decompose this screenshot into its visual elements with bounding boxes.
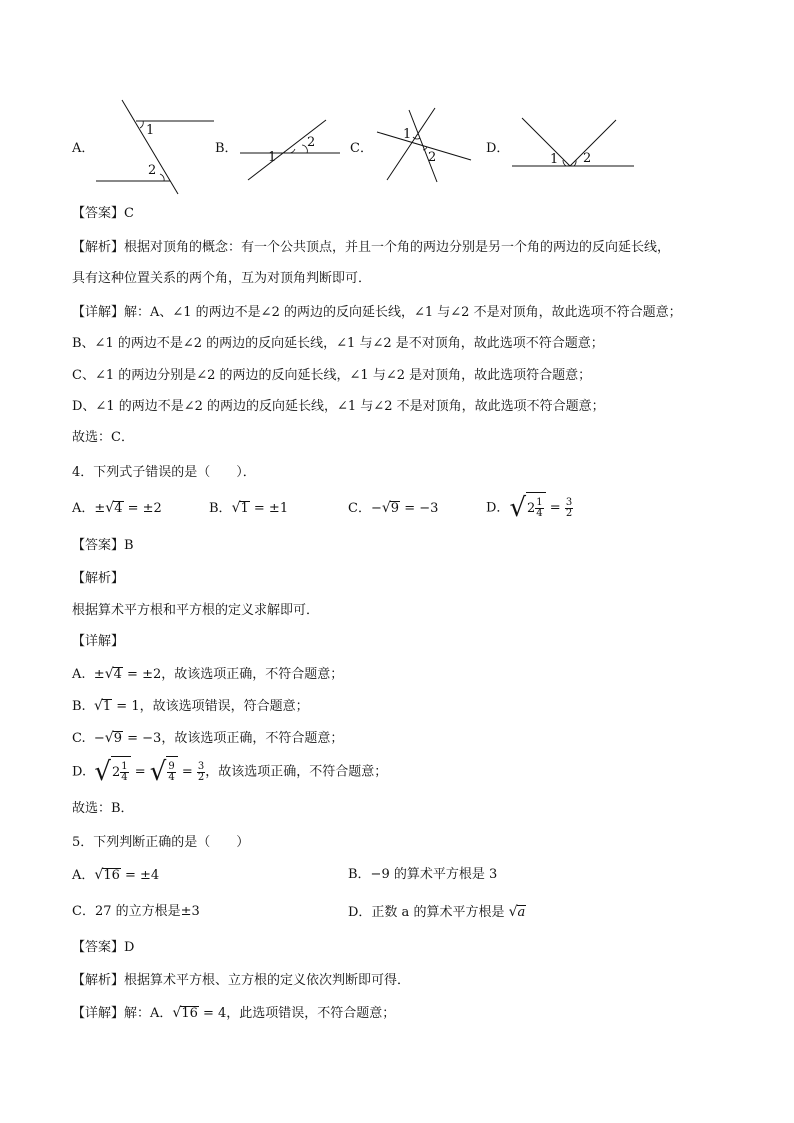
q4-option-d-fraction xyxy=(535,498,543,519)
q4-analysis: 根据算术平方根和平方根的定义求解即可． xyxy=(72,603,320,618)
option-c-label: C． xyxy=(350,141,373,156)
q4-option-d-radicand xyxy=(526,492,546,524)
q4-detail-d-radicand-2 xyxy=(166,756,177,788)
q4-detail-d-eq2: = xyxy=(177,764,197,780)
q4-detail-c-label: C. xyxy=(72,731,86,746)
q4-option-d-label: D． xyxy=(486,500,510,516)
q4-detail-a-radicand: 4 xyxy=(113,667,122,682)
q4-option-c-radicand: 9 xyxy=(390,501,400,516)
q4-analysis-head: 【解析】 xyxy=(72,571,125,586)
q4-detail-b-text: ，故该选项错误，符合题意； xyxy=(139,699,309,714)
q4-option-a xyxy=(72,498,162,519)
fraction-numerator: 9 xyxy=(168,761,175,772)
figure-c-diagram xyxy=(375,104,475,188)
q5-detail-rhs: = 4 xyxy=(198,1006,227,1021)
fraction-numerator: 1 xyxy=(536,497,543,508)
q4-answer: 【答案】B xyxy=(72,538,134,553)
q4-option-a-pm: ± xyxy=(94,501,106,516)
big-sqrt-icon: √ xyxy=(94,757,111,787)
q4-detail-d-radicand-1 xyxy=(111,756,131,788)
q4-detail-a-text: ，故该选项正确，不符合题意； xyxy=(161,667,344,682)
q3-detail-b: B、∠1 的两边不是∠2 的两边的反向延长线，∠1 与∠2 是不对顶角，故此选项不符合题意； xyxy=(72,336,604,351)
q4-detail-c-text: ，故该选项正确，不符合题意； xyxy=(161,731,344,746)
q5-option-a-label: A． xyxy=(72,868,95,883)
figure-a-diagram xyxy=(94,100,218,199)
figure-b-label-1: 1 xyxy=(268,150,277,165)
q4-option-d-eq: = xyxy=(545,500,565,516)
option-a-label: A． xyxy=(72,141,95,156)
q5-option-a xyxy=(72,865,159,886)
option-b-label: B． xyxy=(215,141,238,156)
q4-option-c-label: C． xyxy=(348,501,371,516)
fraction-numerator: 3 xyxy=(565,496,573,508)
q4-conclusion: 故选：B． xyxy=(72,801,134,816)
q5-option-c: C．27 的立方根是±3 xyxy=(72,904,200,919)
q3-detail-d: D、∠1 的两边不是∠2 的两边的反向延长线，∠1 与∠2 不是对顶角，故此选项不符合题意； xyxy=(72,399,605,414)
q3-answer: 【答案】C xyxy=(72,206,134,221)
q3-analysis-line-2: 具有这种位置关系的两个角，互为对顶角判断即可． xyxy=(72,271,372,286)
q5-detail-text: ，此选项错误，不符合题意； xyxy=(226,1006,396,1021)
q4-detail-d-text: ，故该选项正确，不符合题意； xyxy=(205,764,388,780)
q5-option-a-rhs: = ±4 xyxy=(120,868,160,883)
q4-detail-c-rhs: = −3 xyxy=(123,731,162,746)
q4-option-d-whole: 2 xyxy=(527,501,536,516)
q4-option-d-result xyxy=(565,498,573,519)
q4-detail-c-neg: − xyxy=(93,731,105,746)
fraction-denominator: 2 xyxy=(565,507,573,519)
q4-detail-b-rhs: = 1 xyxy=(112,699,140,714)
q4-option-c-neg: − xyxy=(370,501,382,516)
sqrt-icon: √ xyxy=(94,867,104,883)
figure-d-label-1: 1 xyxy=(550,152,559,167)
q5-detail xyxy=(72,1003,395,1024)
q3-detail-c: C、∠1 的两边分别是∠2 的两边的反向延长线，∠1 与∠2 是对顶角，故此选项符合题意； xyxy=(72,368,592,383)
q3-conclusion: 故选：C． xyxy=(72,430,134,445)
fraction-numerator: 1 xyxy=(121,761,128,772)
q5-stem: 5．下列判断正确的是（ ） xyxy=(72,835,250,850)
sqrt-icon: √ xyxy=(508,904,518,920)
figure-a-lines xyxy=(94,100,218,195)
q4-detail-a-label: A. xyxy=(72,667,86,682)
q5-option-b: B．−9 的算术平方根是 3 xyxy=(348,867,498,882)
figure-c-label-1: 1 xyxy=(403,127,412,142)
figure-c-label-2: 2 xyxy=(428,150,437,165)
q4-option-c xyxy=(348,498,438,519)
q5-option-d-text: D．正数 a 的算术平方根是 xyxy=(348,905,509,920)
q5-option-d-radicand: a xyxy=(517,905,526,920)
q4-detail-d-label: D. xyxy=(72,764,87,780)
q4-detail-d xyxy=(72,756,387,788)
q4-detail-b-label: B. xyxy=(72,699,86,714)
q4-option-b-radicand: 1 xyxy=(240,501,249,516)
q4-option-b xyxy=(209,498,288,519)
q5-option-a-radicand: 16 xyxy=(103,868,120,883)
q4-detail-b xyxy=(72,696,309,717)
big-sqrt-icon: √ xyxy=(149,757,167,787)
q4-option-a-label: A． xyxy=(72,501,95,516)
q4-detail-d-fraction-3 xyxy=(197,762,205,783)
fraction-numerator: 3 xyxy=(197,760,205,772)
q4-detail-d-fraction-1 xyxy=(120,762,128,783)
q4-detail-a-pm: ± xyxy=(93,667,105,682)
q4-detail-d-eq1: = xyxy=(130,764,150,780)
q4-option-d xyxy=(486,492,573,524)
q4-stem: 4．下列式子错误的是（ ）． xyxy=(72,465,256,480)
figure-b-diagram xyxy=(240,118,340,187)
q5-option-d xyxy=(348,902,526,923)
q5-detail-prefix: 【详解】解：A． xyxy=(72,1006,173,1021)
figure-d-lines xyxy=(512,116,636,171)
figure-b-lines xyxy=(240,118,340,183)
sqrt-icon: √ xyxy=(172,1005,182,1021)
figure-d-diagram xyxy=(512,116,636,175)
sqrt-icon: √ xyxy=(104,730,114,746)
q4-option-a-radicand: 4 xyxy=(114,501,123,516)
q4-option-c-rhs: = −3 xyxy=(400,501,439,516)
big-sqrt-icon: √ xyxy=(509,493,527,523)
q4-detail-a-rhs: = ±2 xyxy=(122,667,162,682)
q4-detail-b-radicand: 1 xyxy=(102,699,112,714)
q5-analysis: 【解析】根据算术平方根、立方根的定义依次判断即可得． xyxy=(72,973,411,988)
q3-detail-a: 【详解】解：A、∠1 的两边不是∠2 的两边的反向延长线，∠1 与∠2 不是对顶角，故此选项不符合题意； xyxy=(72,305,682,320)
q4-detail-d-fraction-2 xyxy=(167,762,175,783)
q4-option-a-rhs: = ±2 xyxy=(123,501,162,516)
q4-option-b-rhs: = ±1 xyxy=(249,501,289,516)
q4-option-b-label: B． xyxy=(209,501,232,516)
q4-detail-d-whole: 2 xyxy=(111,765,121,780)
fraction-denominator: 4 xyxy=(168,772,175,783)
q4-detail-c xyxy=(72,728,343,749)
figure-a-label-1: 1 xyxy=(146,123,155,138)
figure-c-lines xyxy=(375,104,475,184)
q3-analysis-line-1: 【解析】根据对顶角的概念：有一个公共顶点，并且一个角的两边分别是另一个角的两边的反向延长线， xyxy=(72,240,671,255)
sqrt-icon: √ xyxy=(93,698,103,714)
q5-detail-radicand: 16 xyxy=(181,1006,198,1021)
q4-detail-a xyxy=(72,664,343,685)
sqrt-icon: √ xyxy=(105,500,115,516)
figure-b-label-2: 2 xyxy=(307,135,316,150)
fraction-denominator: 4 xyxy=(536,508,543,519)
sqrt-icon: √ xyxy=(104,666,114,682)
sqrt-icon: √ xyxy=(231,500,241,516)
q4-detail-c-radicand: 9 xyxy=(113,731,122,746)
fraction-denominator: 2 xyxy=(197,771,205,783)
figure-a-label-2: 2 xyxy=(148,163,157,178)
figure-d-label-2: 2 xyxy=(583,151,592,166)
sqrt-icon: √ xyxy=(381,500,391,516)
q4-detail-head: 【详解】 xyxy=(72,634,125,649)
option-d-label: D． xyxy=(486,141,510,156)
q5-answer: 【答案】D xyxy=(72,940,135,955)
fraction-denominator: 4 xyxy=(121,772,128,783)
